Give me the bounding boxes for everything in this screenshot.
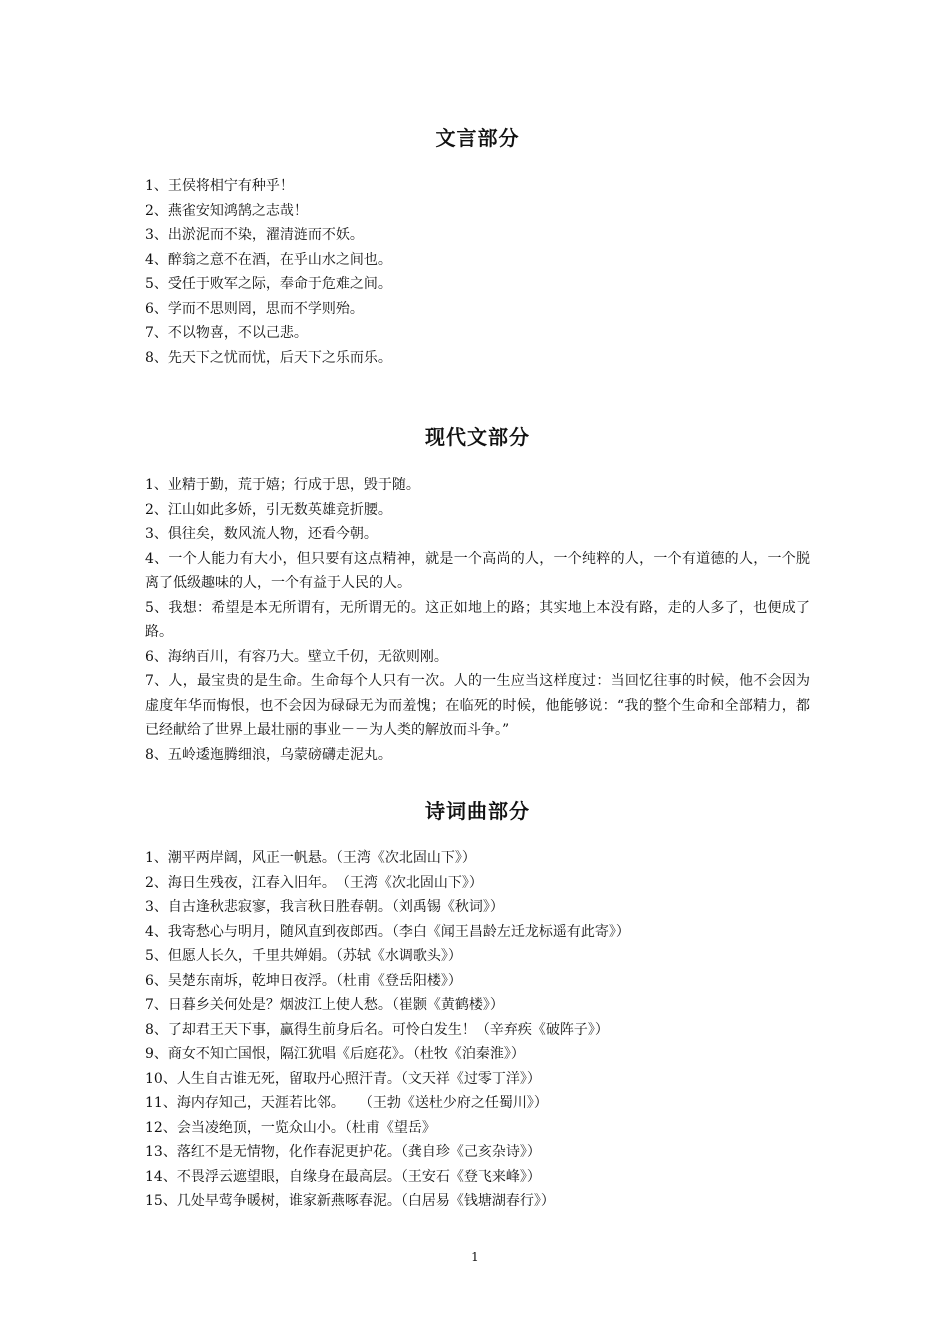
section-title-poetry: 诗词曲部分 <box>425 799 530 823</box>
modern-list <box>145 473 810 767</box>
list-item: 2、海日生残夜，江春入旧年。 （王湾《次北固山下》） <box>145 874 483 891</box>
list-item: 9、商女不知亡国恨，隔江犹唱《后庭花》。（杜牧《泊秦淮》） <box>145 1046 525 1062</box>
list-item: 1、潮平两岸阔，风正一帆悬。（王湾《次北固山下》） <box>145 850 476 866</box>
list-item: 3、俱往矣，数风流人物，还看今朝。 <box>145 526 378 542</box>
section-title-modern: 现代文部分 <box>425 425 530 449</box>
list-item: 2、燕雀安知鸿鹄之志哉！ <box>145 202 308 219</box>
list-item: 14、不畏浮云遮望眼，自缘身在最高层。（王安石《登飞来峰》） <box>145 1168 541 1185</box>
page-number: 1 <box>471 1250 479 1264</box>
list-item: 12、会当凌绝顶，一览众山小。（杜甫《望岳》 <box>145 1119 436 1136</box>
list-item: 1、王侯将相宁有种乎！ <box>145 178 294 194</box>
list-item: 6、学而不思则罔，思而不学则殆。 <box>145 300 364 317</box>
list-item: 2、江山如此多娇，引无数英雄竞折腰。 <box>145 501 392 518</box>
list-item: 10、人生自古谁无死，留取丹心照汗青。（文天祥《过零丁洋》） <box>145 1070 541 1087</box>
list-item: 5、受任于败军之际，奉命于危难之间。 <box>145 276 392 292</box>
list-item: 15、几处早莺争暖树，谁家新燕啄春泥。（白居易《钱塘湖春行》） <box>145 1193 555 1209</box>
list-item: 13、落红不是无情物，化作春泥更护花。（龚自珍《己亥杂诗》） <box>145 1144 541 1160</box>
list-item: 8、了却君王天下事，赢得生前身后名。可怜白发生！（辛弃疾《破阵子》） <box>145 1021 609 1038</box>
list-item: 4、醉翁之意不在酒，在乎山水之间也。 <box>145 251 392 268</box>
list-item: 7、不以物喜，不以己悲。 <box>145 325 308 341</box>
list-item: 5、但愿人长久，千里共婵娟。（苏轼《水调歌头》） <box>145 948 462 964</box>
list-item: 3、自古逢秋悲寂寥，我言秋日胜春朝。（刘禹锡《秋词》） <box>145 899 504 915</box>
classical-list <box>145 174 810 370</box>
list-item: 6、吴楚东南坼，乾坤日夜浮。（杜甫《登岳阳楼》） <box>145 972 462 989</box>
poetry-list <box>145 846 810 1214</box>
list-item: 5、我想：希望是本无所谓有，无所谓无的。这正如地上的路；其实地上本没有路，走的人多了，也便成了路。 <box>145 599 810 640</box>
list-item: 6、海纳百川，有容乃大。壁立千仞，无欲则刚。 <box>145 648 448 665</box>
list-item: 7、日暮乡关何处是？烟波江上使人愁。（崔颢《黄鹤楼》） <box>145 997 504 1013</box>
list-item: 8、五岭逶迤腾细浪，乌蒙磅礴走泥丸。 <box>145 746 392 763</box>
list-item: 4、我寄愁心与明月，随风直到夜郎西。（李白《闻王昌龄左迁龙标遥有此寄》） <box>145 923 630 940</box>
list-item: 1、业精于勤，荒于嬉；行成于思，毁于随。 <box>145 477 420 493</box>
list-item: 11、海内存知己，天涯若比邻。 （王勃《送杜少府之任蜀川》） <box>145 1095 548 1111</box>
section-title-classical: 文言部分 <box>435 126 520 150</box>
list-item: 3、出淤泥而不染，濯清涟而不妖。 <box>145 227 364 243</box>
list-item: 7、人，最宝贵的是生命。生命每个人只有一次。人的一生应当这样度过：当回忆往事的时候，他不会因为虚度年华而悔恨，也不会因为碌碌无为而羞愧；在临死的时候，他能够说：“我的整个生命和全部精力，都已经献给了世界上最壮丽的事业－－为人类的解放而斗争。” <box>145 673 810 738</box>
list-item: 8、先天下之忧而忧，后天下之乐而乐。 <box>145 349 392 366</box>
list-item: 4、一个人能力有大小，但只要有这点精神，就是一个高尚的人，一个纯粹的人，一个有道德的人，一个脱离了低级趣味的人，一个有益于人民的人。 <box>145 550 810 591</box>
